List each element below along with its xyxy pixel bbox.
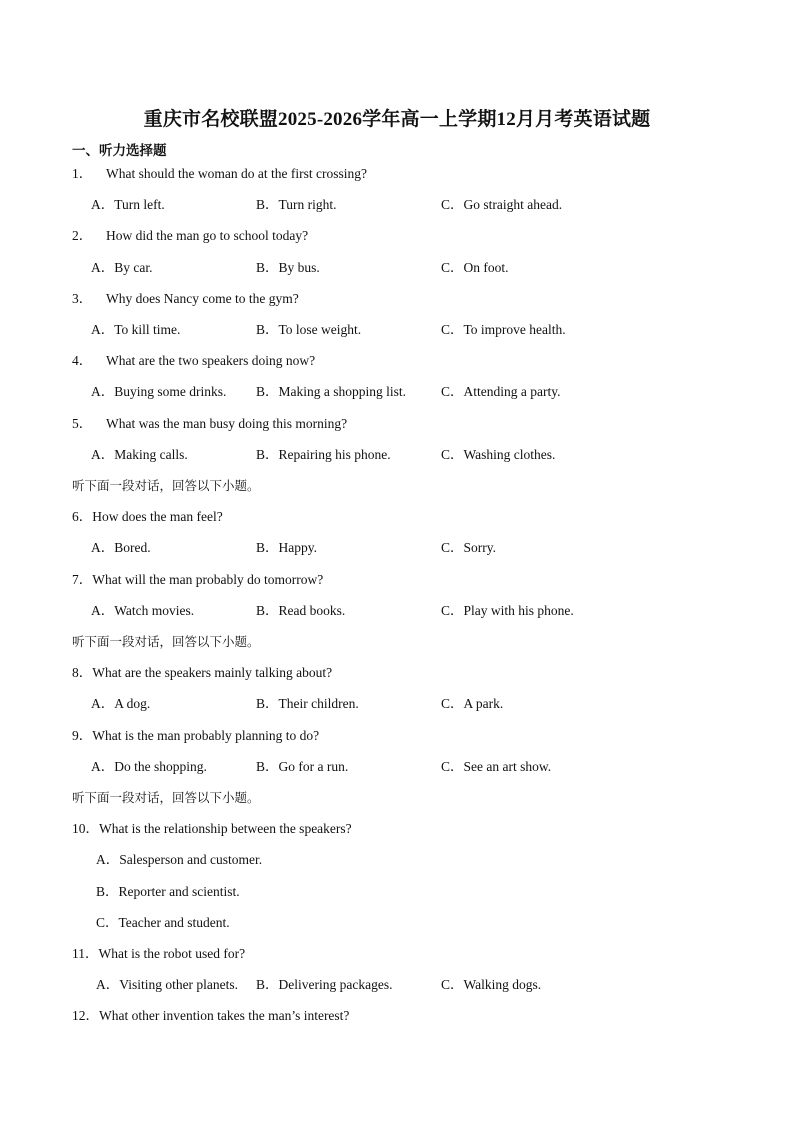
listening-instruction: 听下面一段对话，回答以下小题。 [72, 790, 260, 805]
question-text: Why does Nancy come to the gym? [106, 291, 299, 306]
q1-option-a: A．Turn left. [91, 197, 165, 212]
question-4 [72, 353, 315, 369]
q9-option-b: B．Go for a run. [256, 759, 349, 774]
page-title: 重庆市名校联盟2025-2026学年高一上学期12月月考英语试题 [143, 109, 651, 130]
q2-option-b: B．By bus. [256, 260, 320, 275]
q6-option-c: C．Sorry. [441, 540, 497, 555]
q11-option-c: C．Walking dogs. [441, 977, 542, 992]
question-text: What was the man busy doing this morning? [106, 416, 348, 431]
question-number: 4． [72, 353, 93, 368]
q5-option-b: B．Repairing his phone. [256, 447, 391, 462]
question-11: 11．What is the robot used for? [72, 946, 246, 961]
question-number: 2． [72, 228, 93, 243]
question-text: What are the two speakers doing now? [106, 353, 316, 368]
q5-option-a: A．Making calls. [91, 447, 188, 462]
question-number: 3． [72, 291, 93, 306]
q7-option-b: B．Read books. [256, 603, 346, 618]
question-8: 8．What are the speakers mainly talking about? [72, 665, 333, 680]
q1-option-c: C．Go straight ahead. [441, 197, 563, 212]
q3-option-a: A．To kill time. [91, 322, 181, 337]
question-3 [72, 291, 299, 307]
q3-option-b: B．To lose weight. [256, 322, 362, 337]
q4-option-a: A．Buying some drinks. [91, 384, 227, 399]
q10-option-b: B．Reporter and scientist. [96, 884, 240, 899]
question-7: 7．What will the man probably do tomorrow? [72, 572, 324, 587]
q4-option-c: C．Attending a party. [441, 384, 561, 399]
q6-option-b: B．Happy. [256, 540, 317, 555]
listening-instruction: 听下面一段对话，回答以下小题。 [72, 634, 260, 649]
question-12: 12．What other invention takes the man’s interest? [72, 1008, 350, 1023]
question-9: 9．What is the man probably planning to do? [72, 728, 320, 743]
q8-option-a: A．A dog. [91, 696, 151, 711]
question-text: How did the man go to school today? [106, 228, 309, 243]
q3-option-c: C．To improve health. [441, 322, 566, 337]
q5-option-c: C．Washing clothes. [441, 447, 556, 462]
q1-option-b: B．Turn right. [256, 197, 337, 212]
q8-option-b: B．Their children. [256, 696, 359, 711]
question-text: What should the woman do at the first crossing? [106, 166, 367, 181]
q2-option-a: A．By car. [91, 260, 153, 275]
question-10: 10．What is the relationship between the speakers? [72, 821, 352, 836]
section-heading: 一、听力选择题 [72, 143, 167, 158]
q8-option-c: C．A park. [441, 696, 504, 711]
q11-option-b: B．Delivering packages. [256, 977, 393, 992]
question-1 [72, 166, 367, 182]
question-2 [72, 228, 308, 244]
q7-option-a: A．Watch movies. [91, 603, 195, 618]
q9-option-c: C．See an art show. [441, 759, 552, 774]
q7-option-c: C．Play with his phone. [441, 603, 574, 618]
question-number: 1． [72, 166, 93, 181]
q10-option-a: A．Salesperson and customer. [96, 852, 263, 867]
q9-option-a: A．Do the shopping. [91, 759, 207, 774]
q11-option-a: A．Visiting other planets. [96, 977, 239, 992]
q4-option-b: B．Making a shopping list. [256, 384, 407, 399]
q6-option-a: A．Bored. [91, 540, 151, 555]
q10-option-c: C．Teacher and student. [96, 915, 230, 930]
question-6: 6．How does the man feel? [72, 509, 223, 524]
question-5 [72, 416, 347, 432]
q2-option-c: C．On foot. [441, 260, 509, 275]
listening-instruction: 听下面一段对话，回答以下小题。 [72, 478, 260, 493]
question-number: 5． [72, 416, 93, 431]
